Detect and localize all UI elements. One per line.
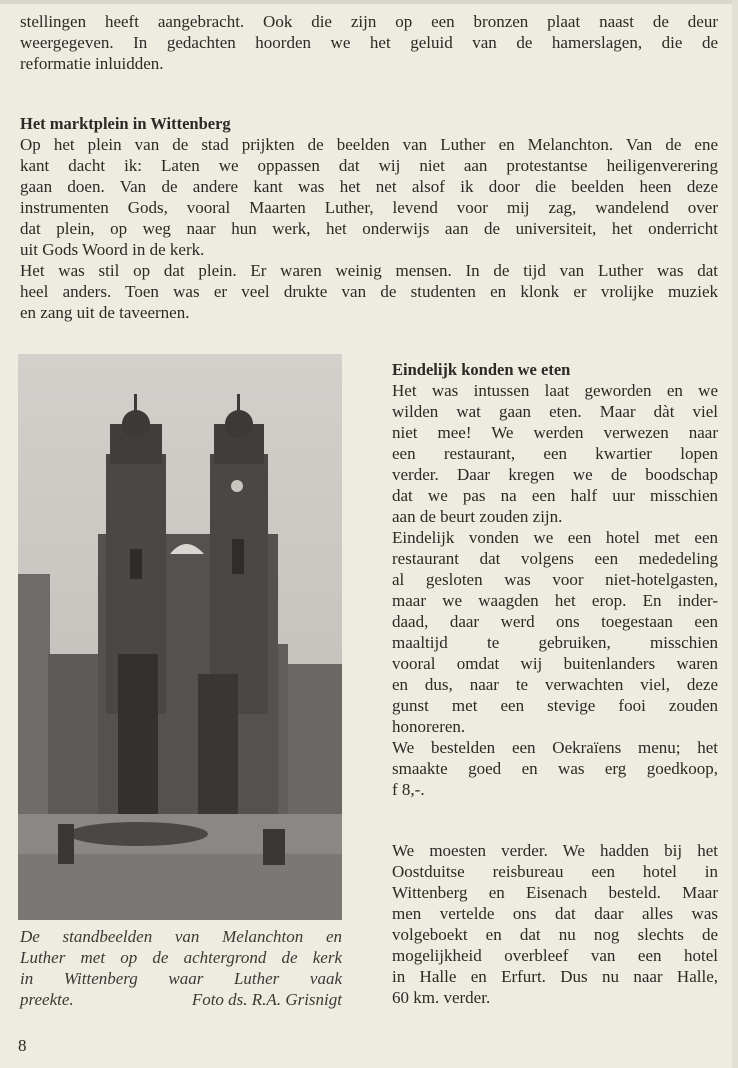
caption-end: preekte. bbox=[20, 990, 74, 1009]
text-line: daad, daar werd ons toegestaan een bbox=[392, 612, 718, 631]
paragraph bbox=[20, 260, 718, 323]
text-line: gaan doen. Van de andere kant was het net alsof ik door die beelden heen deze bbox=[20, 177, 718, 196]
text-line: gunst met een stevige fooi zouden bbox=[392, 696, 718, 715]
text-line: verder. Daar kregen we de boodschap bbox=[392, 465, 718, 484]
photo-church-wittenberg bbox=[18, 354, 342, 920]
text-line: Oostduitse reisbureau een hotel in bbox=[392, 862, 718, 881]
paragraph bbox=[392, 527, 718, 737]
photo-credit: Foto ds. R.A. Grisnigt bbox=[191, 990, 342, 1009]
text-line: dat we pas na een half uur misschien bbox=[392, 486, 718, 505]
text-line: 60 km. verder. bbox=[392, 988, 491, 1007]
text-line: restaurant dat volgens een mededeling bbox=[392, 549, 718, 568]
text-line: We bestelden een Oekraïens menu; het bbox=[392, 738, 718, 757]
text-line: een restaurant, een kwartier lopen bbox=[392, 444, 718, 463]
text-line: al gesloten was voor niet-hotelgasten, bbox=[392, 570, 718, 589]
text-line: We moesten verder. We hadden bij het bbox=[392, 841, 718, 860]
scan-right-edge bbox=[732, 0, 738, 1068]
text-line: Op het plein van de stad prijkten de beelden van Luther en Melanchton. Van de ene bbox=[20, 135, 718, 154]
text-line: uit Gods Woord in de kerk. bbox=[20, 240, 205, 259]
paragraph bbox=[392, 737, 718, 800]
text-line: instrumenten Gods, vooral Maarten Luther, levend voor mij zag, wandelend over bbox=[20, 198, 718, 217]
scan-top-edge bbox=[0, 0, 738, 4]
paragraph bbox=[20, 134, 718, 260]
text-line: dat plein, op weg naar hun werk, het onderwijs aan de universiteit, het onderricht bbox=[20, 219, 718, 238]
text-line: maar we waagden het erop. En inder- bbox=[392, 591, 718, 610]
text-line: maaltijd te gebruiken, misschien bbox=[392, 633, 718, 652]
photo-caption bbox=[20, 926, 342, 1010]
text-line: in Halle en Erfurt. Dus nu naar Halle, bbox=[392, 967, 718, 986]
intro-paragraph bbox=[20, 11, 718, 74]
text-line: kant dacht ik: Laten we oppassen dat wij niet aan protestantse heiligenverering bbox=[20, 156, 718, 175]
caption-line: De standbeelden van Melanchton en bbox=[20, 927, 342, 946]
text-line: Wittenberg en Eisenach besteld. Maar bbox=[392, 883, 718, 902]
section-body-verder bbox=[392, 840, 718, 1008]
paragraph bbox=[392, 840, 718, 1008]
paragraph bbox=[392, 380, 718, 527]
text-line: heel anders. Toen was er veel drukte van de studenten en klonk er vrolijke muziek bbox=[20, 282, 718, 301]
text-line: weergegeven. In gedachten hoorden we het geluid van de hamerslagen, die de bbox=[20, 33, 718, 52]
caption-line: Luther met op de achtergrond de kerk bbox=[20, 948, 342, 967]
text-line: vooral omdat wij buitenlanders waren bbox=[392, 654, 718, 673]
text-line: niet mee! We werden verwezen naar bbox=[392, 423, 718, 442]
text-line: men vertelde ons dat daar alles was bbox=[392, 904, 718, 923]
text-line: mogelijkheid overbleef van een hotel bbox=[392, 946, 718, 965]
text-line: f 8,-. bbox=[392, 780, 425, 799]
caption-line: in Wittenberg waar Luther vaak bbox=[20, 969, 342, 988]
text-line: Het was stil op dat plein. Er waren weinig mensen. In de tijd van Luther was dat bbox=[20, 261, 718, 280]
text-line: wilden wat gaan eten. Maar dàt viel bbox=[392, 402, 718, 421]
text-line: stellingen heeft aangebracht. Ook die zijn op een bronzen plaat naast de deur bbox=[20, 12, 718, 31]
text-line: en zang uit de taveernen. bbox=[20, 303, 190, 322]
text-line: aan de beurt zouden zijn. bbox=[392, 507, 563, 526]
text-line: honoreren. bbox=[392, 717, 466, 736]
page-number: 8 bbox=[18, 1036, 27, 1055]
text-line: volgeboekt en dat nu nog slechts de bbox=[392, 925, 718, 944]
text-line: en dus, naar te verwachten viel, deze bbox=[392, 675, 718, 694]
text-line: Het was intussen laat geworden en we bbox=[392, 381, 718, 400]
section-heading-marktplein: Het marktplein in Wittenberg bbox=[20, 114, 231, 133]
section-body-eten bbox=[392, 380, 718, 800]
text-line: reformatie inluidden. bbox=[20, 54, 164, 73]
caption-line-last bbox=[20, 989, 342, 1010]
text-line: smaakte goed en was erg goedkoop, bbox=[392, 759, 718, 778]
section-heading-eten: Eindelijk konden we eten bbox=[392, 360, 571, 379]
section-body-marktplein bbox=[20, 134, 718, 323]
text-line: Eindelijk vonden we een hotel met een bbox=[392, 528, 718, 547]
